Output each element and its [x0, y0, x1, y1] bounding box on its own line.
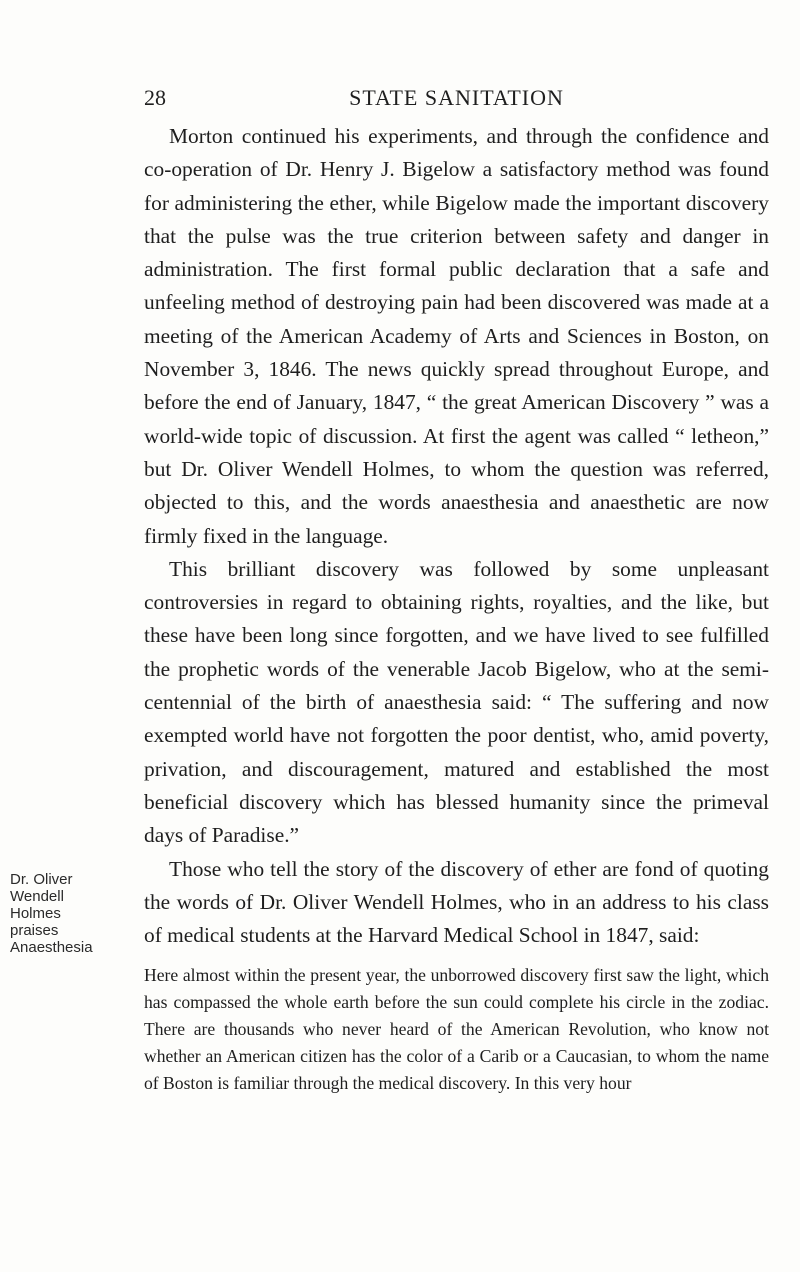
running-head [144, 82, 769, 114]
paragraph-holmes: Those who tell the story of the discovery of ether are fond of quoting the words of Dr. Oliver Wendell Holmes, who in an address to his class of medical students at the Harvard Medical School in 1847, said: [144, 856, 769, 948]
margin-note [10, 871, 140, 956]
margin-note-line: Wendell [10, 888, 64, 905]
margin-note-line: Anaesthesia [10, 939, 93, 956]
block-quote: Here almost within the present year, the unborrowed discovery first saw the light, which has compassed the whole earth before the sun could complete his circle in the zodiac. There are thousands who never heard of the American Revolution, who know not whether an American citizen has the color of a Carib or a Caucasian, to whom the name of Boston is familiar through the medical discovery. In this very hour [144, 965, 769, 1094]
margin-note-line: Dr. Oliver [10, 871, 73, 888]
margin-note-line: Holmes [10, 905, 61, 922]
page-number: 28 [144, 85, 166, 110]
paragraph-morton: Morton continued his experiments, and through the confidence and co-operation of Dr. Henry J. Bigelow a satisfactory method was found for administering the ether, while Bigelow made the important discovery that the pulse was the true criterion between safety and danger in administration. The first formal public declaration that a safe and unfeeling method of destroying pain had been discovered was made at a meeting of the American Academy of Arts and Sciences in Boston, on November 3, 1846. The news quickly spread throughout Europe, and before the end of January, 1847, “ the great American Discovery ” was a world-wide topic of discussion. At first the agent was called “ letheon,” but Dr. Oliver Wendell Holmes, to whom the question was referred, objected to this, and the words anaesthesia and anaesthetic are now firmly fixed in the language. [144, 124, 769, 548]
margin-note-line: praises [10, 922, 59, 939]
running-title: STATE SANITATION [349, 85, 564, 110]
paragraph-controversies: This brilliant discovery was followed by some unpleasant controversies in regard to obtaining rights, royalties, and the like, but these have been long since forgotten, and we have lived to see fulfilled the prophetic words of the venerable Jacob Bigelow, who at the semi-centennial of the birth of anaesthesia said: “ The suffering and now exempted world have not forgotten the poor dentist, who, amid poverty, privation, and discouragement, matured and established the most beneficial discovery which has blessed humanity since the primeval days of Paradise.” [144, 556, 769, 848]
body-text [144, 120, 769, 1097]
